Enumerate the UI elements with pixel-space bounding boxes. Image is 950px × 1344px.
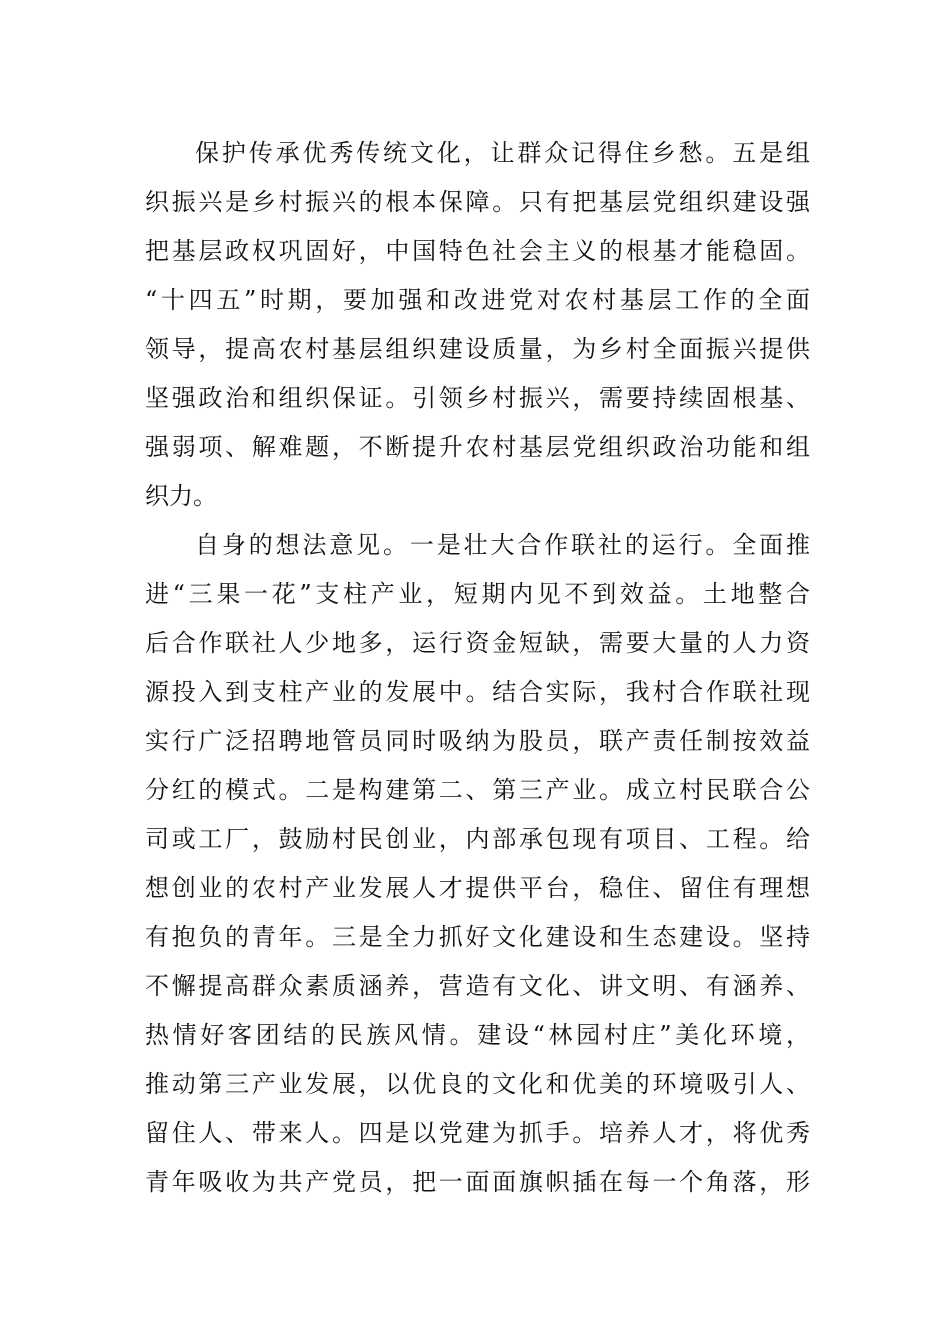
text-line: 织力。	[145, 482, 217, 510]
text-line: 自身的想法意见。一是壮大合作联社的运行。全面推	[195, 531, 810, 559]
text-line: 保护传承优秀传统文化，让群众记得住乡愁。五是组	[195, 139, 810, 167]
text-line: 织振兴是乡村振兴的根本保障。只有把基层党组织建设强	[145, 188, 810, 216]
text-line: 领导，提高农村基层组织建设质量，为乡村全面振兴提供	[145, 335, 810, 363]
text-line: 实行广泛招聘地管员同时吸纳为股员，联产责任制按效益	[145, 727, 810, 755]
paragraph-1	[145, 129, 810, 521]
text-line: 强弱项、解难题，不断提升农村基层党组织政治功能和组	[145, 433, 810, 461]
text-line: 留住人、带来人。四是以党建为抓手。培养人才，将优秀	[145, 1119, 810, 1147]
text-line: 青年吸收为共产党员，把一面面旗帜插在每一个角落，形	[145, 1168, 810, 1196]
paragraph-2	[145, 521, 810, 1207]
text-line: 热情好客团结的民族风情。建设“林园村庄”美化环境，	[145, 1021, 810, 1049]
text-line: “十四五”时期，要加强和改进党对农村基层工作的全面	[145, 286, 810, 314]
text-line: 推动第三产业发展，以优良的文化和优美的环境吸引人、	[145, 1070, 810, 1098]
text-line: 司或工厂，鼓励村民创业，内部承包现有项目、工程。给	[145, 825, 810, 853]
text-line: 不懈提高群众素质涵养，营造有文化、讲文明、有涵养、	[145, 972, 810, 1000]
text-line: 后合作联社人少地多，运行资金短缺，需要大量的人力资	[145, 629, 810, 657]
text-line: 有抱负的青年。三是全力抓好文化建设和生态建设。坚持	[145, 923, 810, 951]
text-line: 源投入到支柱产业的发展中。结合实际，我村合作联社现	[145, 678, 810, 706]
text-line: 想创业的农村产业发展人才提供平台，稳住、留住有理想	[145, 874, 810, 902]
text-line: 分红的模式。二是构建第二、第三产业。成立村民联合公	[145, 776, 810, 804]
text-line: 坚强政治和组织保证。引领乡村振兴，需要持续固根基、	[145, 384, 810, 412]
document-body	[145, 129, 810, 1207]
text-line: 把基层政权巩固好，中国特色社会主义的根基才能稳固。	[145, 237, 810, 265]
text-line: 进“三果一花”支柱产业，短期内见不到效益。土地整合	[145, 580, 810, 608]
